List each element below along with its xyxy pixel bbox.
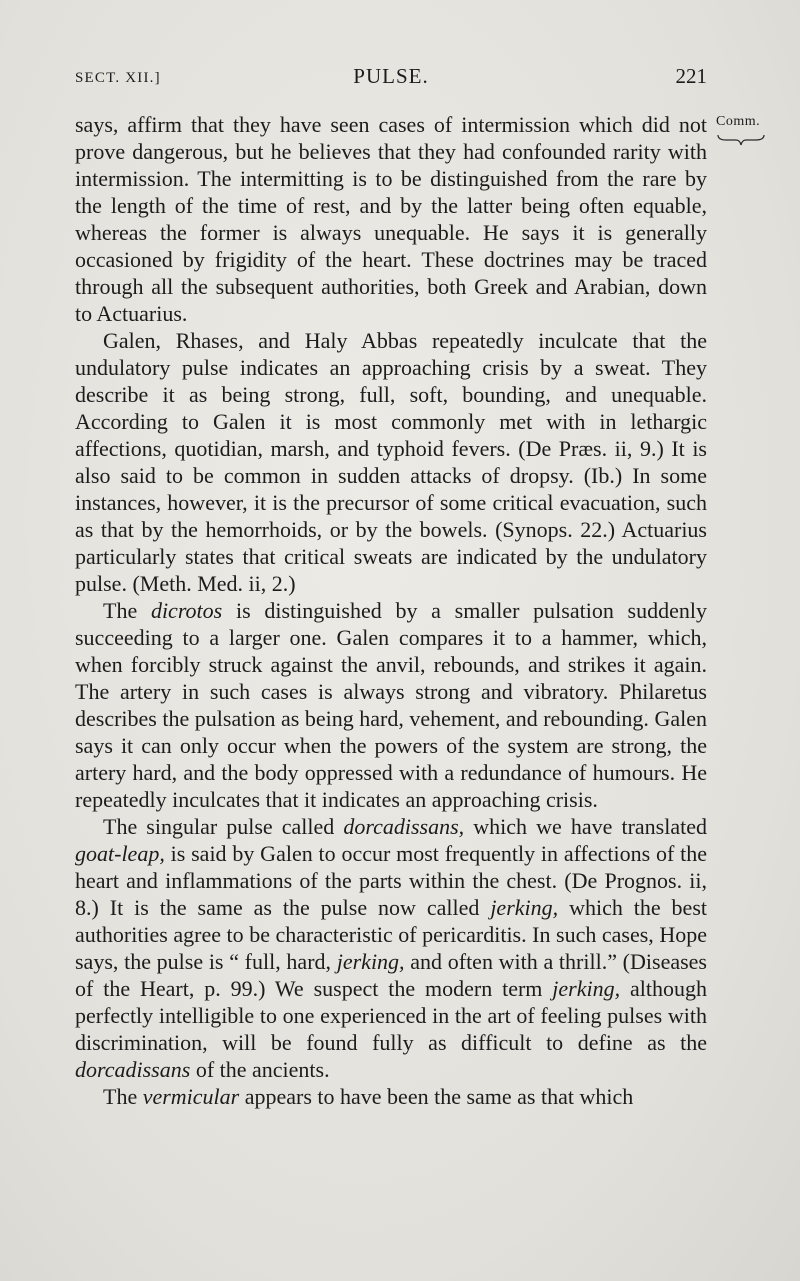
- text-run: The: [103, 598, 151, 623]
- italic-term: jerking,: [490, 895, 559, 920]
- running-header: [75, 62, 707, 92]
- text-run: although perfectly intelligible to one experienced in the art of feeling pulses with discrimination, will be found fully as difficult to define as the: [75, 976, 707, 1055]
- page-title: PULSE.: [353, 64, 429, 88]
- italic-term: jerking,: [336, 949, 405, 974]
- text-run: is distinguished by a smaller pulsation suddenly succeeding to a larger one. Galen compares it to a hammer, which, when forcibly struck against the anvil, rebounds, and strikes it again. The artery in such cases is always strong and vibratory. Philaretus describes the pulsation as being hard, vehement, and rebounding. Galen says it can only occur when the powers of the system are strong, the artery hard, and the body oppressed with a redundance of humours. He repeatedly inculcates that it indicates an approaching crisis.: [75, 598, 707, 812]
- page-number: 221: [675, 64, 707, 88]
- text-run: of the ancients.: [190, 1057, 330, 1082]
- text-run: which the best authorities agree to be characteristic of pericarditis. In such cases, Hope says, the pulse is “ full, hard,: [75, 895, 707, 974]
- text-run: The: [103, 1084, 143, 1109]
- text-run: appears to have been the same as that which: [239, 1084, 634, 1109]
- italic-term: dorcadissans,: [343, 814, 465, 839]
- italic-term: goat-leap,: [75, 841, 165, 866]
- text-run: and often with a thrill.” (Diseases of the Heart, p. 99.) We suspect the modern term: [75, 949, 707, 1001]
- margin-brace-icon: [716, 133, 766, 147]
- text-run: says, affirm that they have seen cases of intermission which did not prove dangerous, but he believes that they had confounded rarity with intermission. The intermitting is to be distinguished from the rare by the length of the time of rest, and by the latter being often equable, whereas the former is always unequable. He says it is generally occasioned by frigidity of the heart. These doctrines may be traced through all the subsequent authorities, both Greek and Arabian, down to Actuarius.: [75, 112, 707, 326]
- italic-term: vermicular: [142, 1084, 240, 1109]
- paragraph: [75, 327, 707, 597]
- text-run: The singular pulse called: [103, 814, 344, 839]
- paragraph: [75, 111, 707, 327]
- section-label: SECT. XII.]: [75, 70, 161, 86]
- text-run: which we have translated: [464, 814, 707, 839]
- body-text: [75, 111, 707, 1110]
- italic-term: jerking,: [552, 976, 621, 1001]
- paragraph: [75, 1083, 707, 1110]
- italic-term: dorcadissans: [75, 1057, 191, 1082]
- text-run: Galen, Rhases, and Haly Abbas repeatedly inculcate that the undulatory pulse indicates an approaching crisis by a sweat. They describe it as being strong, full, soft, bounding, and unequable. According to Galen it is most commonly met with in lethargic affections, quotidian, marsh, and typhoid fevers. (De Præs. ii, 9.) It is also said to be common in sudden attacks of dropsy. (Ib.) In some instances, however, it is the precursor of some critical evacuation, such as that by the hemorrhoids, or by the bowels. (Synops. 22.) Actuarius particularly states that critical sweats are indicated by the undulatory pulse. (Meth. Med. ii, 2.): [75, 328, 707, 596]
- paragraph: [75, 597, 707, 813]
- paragraph: [75, 813, 707, 1083]
- text-run: is said by Galen to occur most frequently in affections of the heart and inflammations of the parts within the chest. (De Prognos. ii, 8.) It is the same as the pulse now called: [75, 841, 707, 920]
- margin-note: Comm.: [716, 114, 761, 129]
- italic-term: dicrotos: [150, 598, 223, 623]
